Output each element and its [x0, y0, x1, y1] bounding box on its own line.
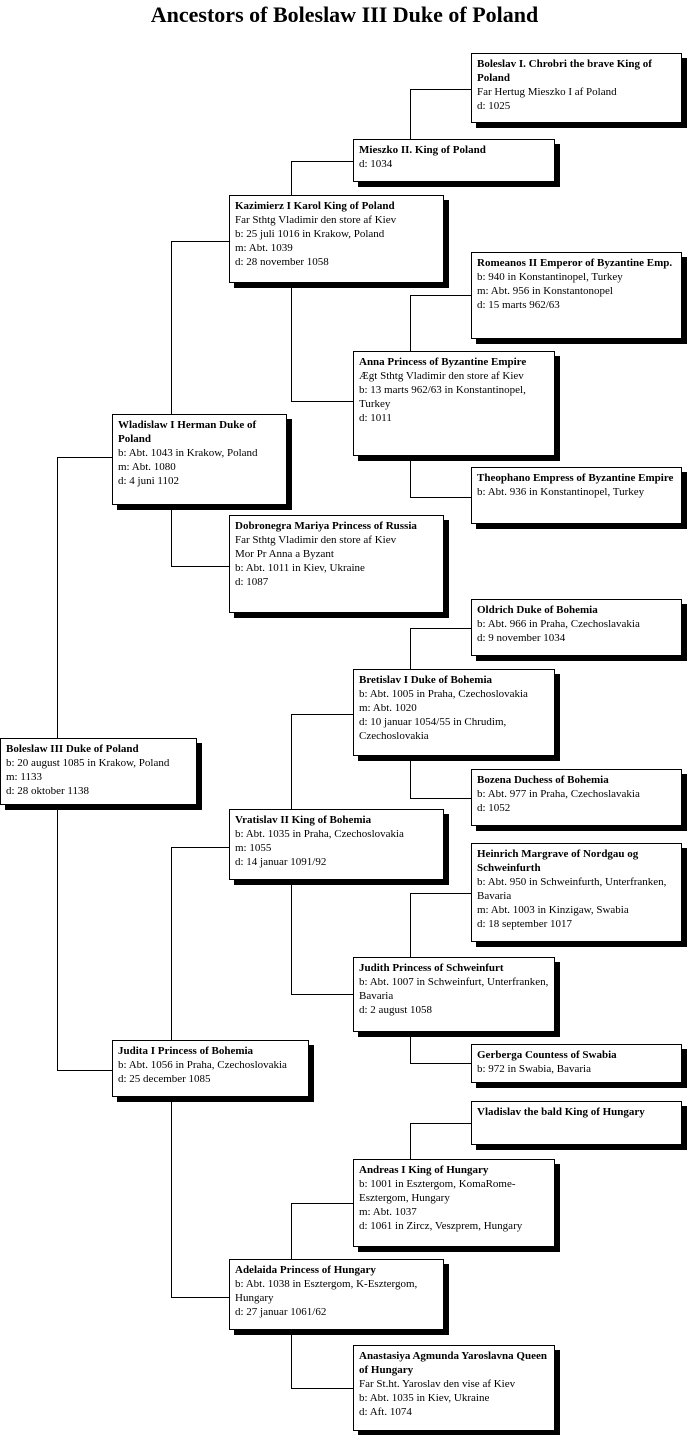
person-detail: d: 1034 — [359, 158, 393, 170]
person-detail: b: Abt. 1043 in Krakow, Poland — [118, 447, 258, 459]
person-detail: b: Abt. 977 in Praha, Czechoslavakia — [477, 788, 640, 800]
person-name: Anna Princess of Byzantine Empire — [359, 356, 527, 368]
person-name: Bozena Duchess of Bohemia — [477, 774, 609, 786]
connector-p2-p4 — [172, 242, 230, 415]
connector-p4-p9 — [292, 283, 354, 402]
connector-p3-p7 — [172, 1097, 230, 1298]
connector-p12-p24 — [411, 629, 472, 670]
person-box-adelaida[interactable] — [229, 1259, 444, 1330]
person-name: Dobronegra Mariya Princess of Russia — [235, 520, 417, 532]
person-box-anastasiya-agmunda[interactable] — [353, 1345, 555, 1431]
person-box-vratislav-ii[interactable] — [229, 809, 444, 880]
person-name: Bretislav I Duke of Bohemia — [359, 674, 493, 686]
person-detail: Far St.ht. Yaroslav den vise af Kiev — [359, 1378, 516, 1390]
person-detail: b: 25 juli 1016 in Krakow, Poland — [235, 228, 385, 240]
person-detail: m: Abt. 1039 — [235, 242, 293, 254]
connector-p1-p2 — [58, 458, 113, 739]
person-box-boleslaw-iii[interactable] — [0, 738, 197, 805]
person-detail: d: 2 august 1058 — [359, 1004, 433, 1016]
person-detail: d: 15 marts 962/63 — [477, 299, 560, 311]
person-detail: b: Abt. 1011 in Kiev, Ukraine — [235, 562, 365, 574]
connector-p7-p15 — [292, 1330, 354, 1389]
person-detail: b: Abt. 1038 in Esztergom, K-Esztergom, Hungary — [235, 1278, 418, 1304]
person-detail: b: 13 marts 962/63 in Konstantinopel, Turkey — [359, 384, 526, 410]
person-detail: b: 940 in Konstantinopel, Turkey — [477, 271, 623, 283]
person-detail: d: 14 januar 1091/92 — [235, 856, 327, 868]
page-title: Ancestors of Boleslaw III Duke of Poland — [150, 2, 539, 27]
person-box-judith-schweinfurt[interactable] — [353, 957, 555, 1032]
person-detail: d: 27 januar 1061/62 — [235, 1306, 327, 1318]
person-name: Vladislav the bald King of Hungary — [477, 1106, 645, 1118]
person-name: Anastasiya Agmunda Yaroslavna Queen of Hungary — [359, 1350, 547, 1376]
person-box-gerberga[interactable] — [471, 1044, 682, 1083]
person-detail: b: 972 in Swabia, Bavaria — [477, 1063, 591, 1075]
person-name: Judith Princess of Schweinfurt — [359, 962, 504, 974]
person-detail: m: Abt. 1080 — [118, 461, 176, 473]
person-detail: m: Abt. 956 in Konstantonopel — [477, 285, 613, 297]
person-box-bozena[interactable] — [471, 769, 682, 826]
connector-p4-p8 — [292, 162, 354, 196]
connector-p6-p12 — [292, 715, 354, 810]
person-box-mieszko-ii[interactable] — [353, 139, 555, 182]
person-detail: m: 1055 — [235, 842, 272, 854]
connector-p6-p13 — [292, 880, 354, 995]
connector-p8-p16 — [411, 90, 472, 140]
person-detail: b: Abt. 936 in Konstantinopel, Turkey — [477, 486, 645, 498]
person-name: Boleslav I. Chrobri the brave King of Poland — [477, 58, 652, 84]
person-detail: Far Hertug Mieszko I af Poland — [477, 86, 617, 98]
person-detail: Ægt Sthtg Vladimir den store af Kiev — [359, 370, 524, 382]
person-name: Wladislaw I Herman Duke of Poland — [118, 419, 257, 445]
person-detail: d: 1061 in Zircz, Veszprem, Hungary — [359, 1220, 523, 1232]
person-name: Boleslaw III Duke of Poland — [6, 743, 139, 755]
connector-p12-p25 — [411, 756, 472, 799]
connector-p13-p27 — [411, 1032, 472, 1064]
person-detail: d: 28 november 1058 — [235, 256, 329, 268]
person-detail: Far Sthtg Vladimir den store af Kiev — [235, 214, 397, 226]
connector-p3-p6 — [172, 848, 230, 1041]
person-detail: b: Abt. 966 in Praha, Czechoslavakia — [477, 618, 640, 630]
person-detail: m: Abt. 1003 in Kinzigaw, Swabia — [477, 904, 629, 916]
person-detail: b: Abt. 1056 in Praha, Czechoslovakia — [118, 1059, 287, 1071]
person-name: Oldrich Duke of Bohemia — [477, 604, 598, 616]
person-box-vladislav-the-bald[interactable] — [471, 1101, 682, 1145]
person-detail: b: Abt. 1007 in Schweinfurt, Unterfranken, Bavaria — [359, 976, 549, 1002]
person-detail: b: 1001 in Esztergom, KomaRome-Esztergom, Hungary — [359, 1178, 516, 1204]
person-detail: d: 1025 — [477, 100, 511, 112]
person-detail: d: Aft. 1074 — [359, 1406, 412, 1418]
person-detail: b: Abt. 950 in Schweinfurth, Unterfranken, Bavaria — [477, 876, 667, 902]
person-detail: d: 25 december 1085 — [118, 1073, 211, 1085]
person-detail: b: Abt. 1035 in Praha, Czechoslovakia — [235, 828, 404, 840]
person-detail: d: 9 november 1034 — [477, 632, 566, 644]
connector-p1-p3 — [58, 805, 113, 1071]
person-detail: d: 1087 — [235, 576, 269, 588]
person-box-kazimierz-i-karol[interactable] — [229, 195, 444, 283]
person-box-romeanos-ii[interactable] — [471, 252, 682, 339]
person-box-bretislav-i[interactable] — [353, 669, 555, 756]
person-detail: d: 18 september 1017 — [477, 918, 573, 930]
person-box-judita-i[interactable] — [112, 1040, 309, 1097]
person-box-andreas-i[interactable] — [353, 1159, 555, 1247]
person-detail: b: 20 august 1085 in Krakow, Poland — [6, 757, 170, 769]
person-name: Gerberga Countess of Swabia — [477, 1049, 617, 1061]
person-name: Andreas I King of Hungary — [359, 1164, 489, 1176]
person-detail: m: 1133 — [6, 771, 42, 783]
connector-p13-p26 — [411, 894, 472, 958]
person-box-wladislaw-i-herman[interactable] — [112, 414, 287, 505]
person-box-oldrich[interactable] — [471, 599, 682, 656]
person-box-anna-byzantine[interactable] — [353, 351, 555, 456]
person-detail: m: Abt. 1020 — [359, 702, 417, 714]
person-name: Theophano Empress of Byzantine Empire — [477, 472, 674, 484]
person-detail: b: Abt. 1035 in Kiev, Ukraine — [359, 1392, 490, 1404]
person-detail: b: Abt. 1005 in Praha, Czechoslovakia — [359, 688, 528, 700]
person-box-heinrich-margrave[interactable] — [471, 843, 682, 942]
person-detail: d: 28 oktober 1138 — [6, 785, 89, 797]
person-name: Romeanos II Emperor of Byzantine Emp. — [477, 257, 673, 269]
person-name: Vratislav II King of Bohemia — [235, 814, 372, 826]
person-box-theophano[interactable] — [471, 467, 682, 524]
connector-p2-p5 — [172, 505, 230, 567]
person-detail: d: 1011 — [359, 412, 392, 424]
person-name: Kazimierz I Karol King of Poland — [235, 200, 395, 212]
person-name: Mieszko II. King of Poland — [359, 144, 486, 156]
person-detail: Mor Pr Anna a Byzant — [235, 548, 334, 560]
person-detail: d: 4 juni 1102 — [118, 475, 180, 487]
person-detail: d: 1052 — [477, 802, 511, 814]
connector-p9-p18 — [411, 296, 472, 352]
person-detail: m: Abt. 1037 — [359, 1206, 417, 1218]
person-box-boleslav-i-chrobri[interactable] — [471, 53, 682, 123]
person-box-dobronegra-mariya[interactable] — [229, 515, 444, 613]
connector-p14-p28 — [411, 1124, 472, 1160]
person-name: Heinrich Margrave of Nordgau og Schweinfurth — [477, 848, 639, 874]
person-name: Judita I Princess of Bohemia — [118, 1045, 254, 1057]
person-detail: Far Sthtg Vladimir den store af Kiev — [235, 534, 397, 546]
connector-p7-p14 — [292, 1204, 354, 1260]
connector-p9-p19 — [411, 456, 472, 498]
person-detail: d: 10 januar 1054/55 in Chrudim, Czechoslovakia — [359, 716, 507, 742]
person-name: Adelaida Princess of Hungary — [235, 1264, 376, 1276]
